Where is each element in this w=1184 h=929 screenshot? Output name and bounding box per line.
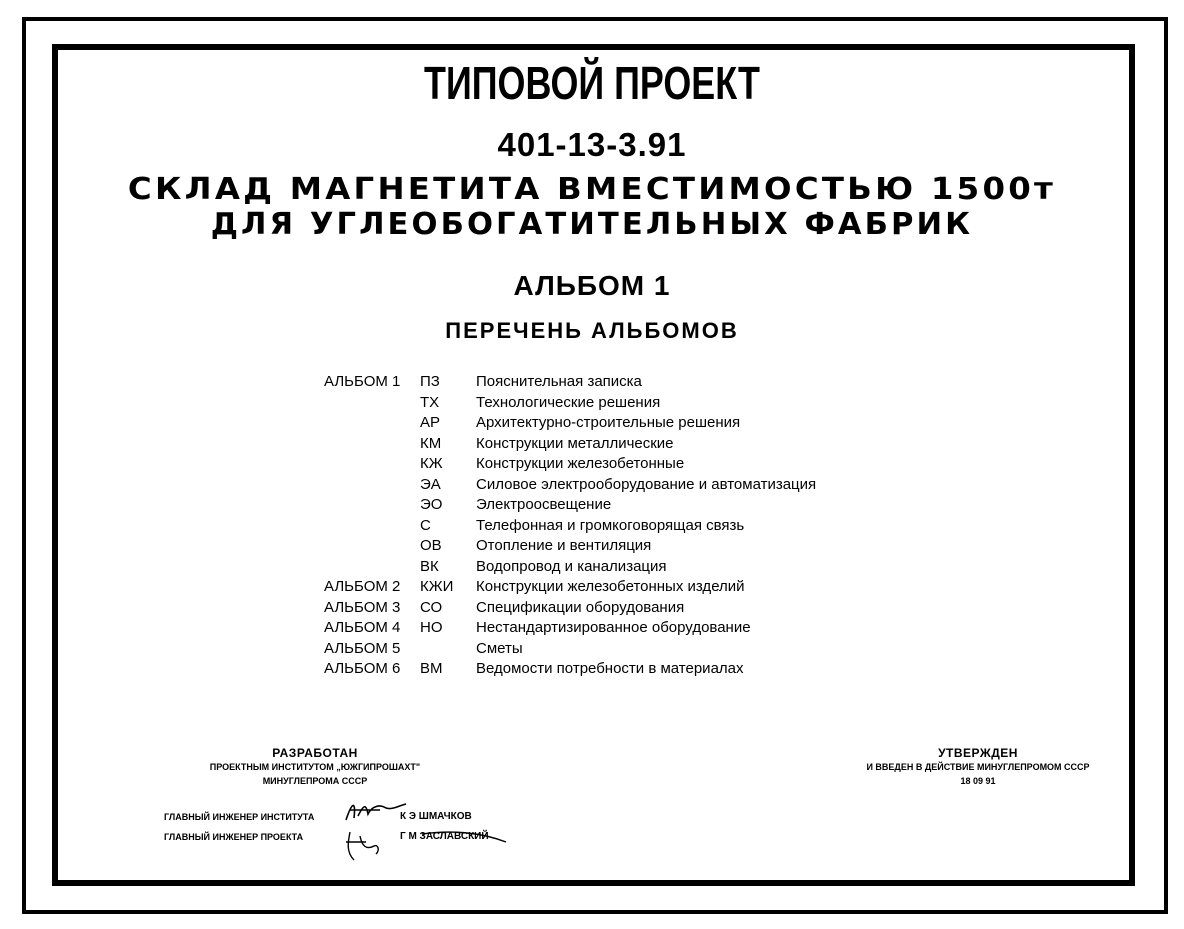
- album-code: КЖИ: [420, 578, 454, 595]
- album-section-title: Нестандартизированное оборудование: [476, 619, 751, 636]
- album-title: АЛЬБОМ 1: [513, 270, 671, 301]
- album-section-title: Спецификации оборудования: [476, 598, 685, 616]
- album-code: АР: [420, 414, 441, 431]
- signature-name-1: К Э ШМАЧКОВ: [400, 811, 472, 822]
- album-code: ВК: [420, 557, 439, 575]
- album-code: ЭА: [420, 475, 441, 493]
- album-code: ОВ: [420, 537, 442, 554]
- album-code: С: [420, 516, 431, 534]
- album-section-title: Телефонная и громкоговорящая связь: [476, 516, 745, 534]
- project-subject-line1: СКЛАД МАГНЕТИТА ВМЕСТИМОСТЬЮ 1500т: [127, 172, 1057, 207]
- album-number: АЛЬБОМ 5: [324, 639, 401, 657]
- approved-heading: УТВЕРЖДЕН: [938, 746, 1018, 760]
- signature-name-2: Г М ЗАСЛАВСКИЙ: [400, 831, 489, 842]
- album-number: АЛЬБОМ 2: [324, 578, 401, 595]
- album-number: АЛЬБОМ 4: [324, 619, 401, 636]
- signature-strike-line: [420, 826, 520, 846]
- album-section-title: Архитектурно-строительные решения: [476, 414, 741, 431]
- album-section-title: Силовое электрооборудование и автоматизация: [476, 475, 817, 493]
- album-code: СО: [420, 598, 443, 616]
- album-number: АЛЬБОМ 3: [324, 598, 401, 616]
- approval-date: 18 09 91: [960, 776, 996, 786]
- developed-heading: РАЗРАБОТАН: [272, 746, 358, 760]
- album-code: ВМ: [420, 660, 443, 677]
- approved-by: И ВВЕДЕН В ДЕЙСТВИЕ МИНУГЛЕПРОМОМ СССР: [866, 762, 1090, 772]
- document-type-heading: ТИПОВОЙ ПРОЕКТ: [424, 57, 760, 109]
- album-section-title: Сметы: [476, 639, 523, 657]
- handwritten-signature-1: [340, 796, 420, 826]
- developed-institute: ПРОЕКТНЫМ ИНСТИТУТОМ „ЮЖГИПРОШАХТ": [209, 762, 421, 772]
- album-code: ПЗ: [420, 373, 440, 390]
- album-section-title: Отопление и вентиляция: [476, 537, 652, 554]
- album-code: КЖ: [420, 455, 443, 472]
- album-section-title: Пояснительная записка: [476, 373, 642, 390]
- album-section-title: Конструкции железобетонные: [476, 455, 685, 472]
- album-section-title: Конструкции железобетонных изделий: [476, 578, 745, 595]
- album-section-title: Водопровод и канализация: [476, 557, 667, 575]
- album-list-title: ПЕРЕЧЕНЬ АЛЬБОМОВ: [445, 318, 739, 343]
- album-section-title: Электроосвещение: [476, 496, 612, 513]
- project-number: 401-13-3.91: [497, 126, 687, 163]
- album-section-title: Конструкции металлические: [476, 434, 674, 452]
- album-code: ТХ: [420, 393, 440, 411]
- album-section-title: Технологические решения: [476, 393, 661, 411]
- project-subject-line2: ДЛЯ УГЛЕОБОГАТИТЕЛЬНЫХ ФАБРИК: [210, 207, 974, 242]
- handwritten-signature-2: [340, 826, 400, 866]
- approved-block: [828, 746, 1128, 788]
- signature-role-chief-engineer-project: ГЛАВНЫЙ ИНЖЕНЕР ПРОЕКТА: [164, 832, 304, 842]
- album-code: ЭО: [420, 496, 443, 513]
- album-code: КМ: [420, 434, 442, 452]
- album-number: АЛЬБОМ 6: [324, 660, 401, 677]
- album-code: НО: [420, 619, 443, 636]
- signature-role-chief-engineer-institute: ГЛАВНЫЙ ИНЖЕНЕР ИНСТИТУТА: [164, 812, 315, 822]
- album-section-title: Ведомости потребности в материалах: [476, 660, 744, 677]
- album-number: АЛЬБОМ 1: [324, 373, 401, 390]
- developed-by-block: [180, 746, 450, 788]
- developed-ministry: МИНУГЛЕПРОМА СССР: [262, 776, 368, 786]
